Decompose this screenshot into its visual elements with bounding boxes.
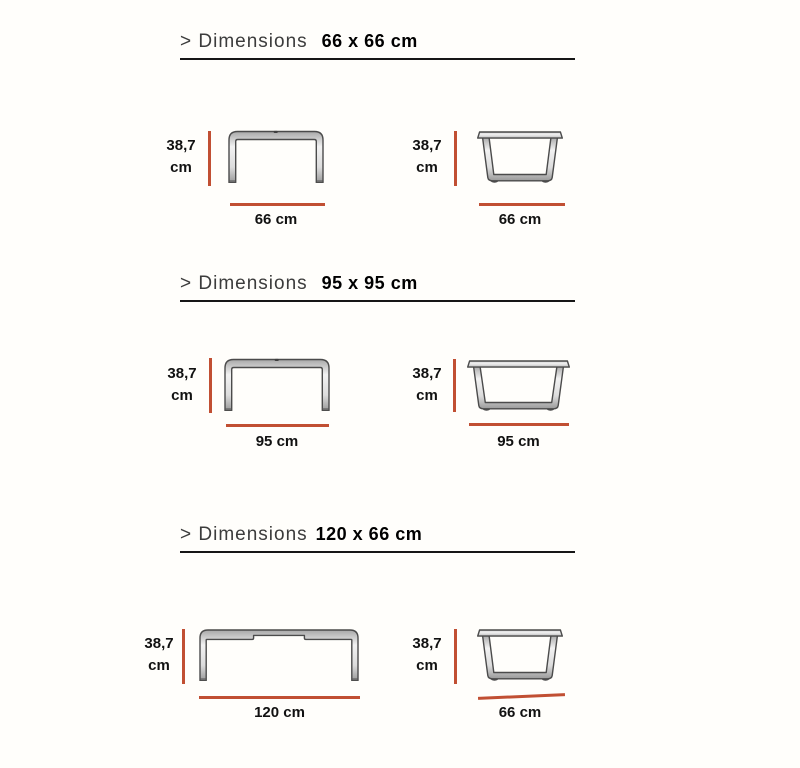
bench-front-view-drawing: [199, 629, 359, 681]
height-unit: cm: [170, 159, 192, 176]
height-dimension-line: [454, 629, 457, 684]
table-front-view-drawing: [224, 358, 330, 411]
section-header-66x66: [180, 31, 575, 60]
width-label: 95 cm: [497, 433, 540, 450]
header-size: 95 x 95 cm: [321, 273, 418, 293]
width-dimension-line: [479, 203, 565, 206]
table-side-view-drawing: [477, 131, 563, 183]
height-value: 38,7: [167, 365, 197, 382]
width-dimension-line: [478, 693, 565, 700]
width-label: 95 cm: [255, 433, 299, 450]
header-prefix: > Dimensions: [180, 524, 308, 545]
height-label: [160, 363, 204, 407]
width-dimension-line: [199, 696, 360, 699]
height-unit: cm: [148, 657, 170, 674]
table-side-view-drawing: [467, 360, 570, 411]
height-dimension-line: [454, 131, 457, 186]
height-dimension-line: [182, 629, 185, 684]
height-value: 38,7: [412, 635, 442, 652]
height-value: 38,7: [412, 365, 442, 382]
height-unit: cm: [171, 387, 193, 404]
header-prefix: > Dimensions: [180, 273, 308, 294]
height-unit: cm: [416, 387, 438, 404]
header-prefix: > Dimensions: [180, 31, 308, 52]
section-header-120x66: [180, 524, 575, 553]
height-unit: cm: [416, 159, 438, 176]
width-label: 66 cm: [498, 211, 542, 228]
height-label: [137, 633, 181, 677]
width-label: 66 cm: [498, 704, 542, 721]
height-dimension-line: [209, 358, 212, 413]
width-dimension-line: [230, 203, 325, 206]
height-label: [405, 633, 449, 677]
height-label: [405, 363, 449, 407]
width-label: 120 cm: [254, 704, 305, 721]
height-label: [159, 135, 203, 179]
height-value: 38,7: [166, 137, 196, 154]
height-value: 38,7: [412, 137, 442, 154]
height-label: [405, 135, 449, 179]
height-dimension-line: [208, 131, 211, 186]
width-dimension-line: [469, 423, 569, 426]
width-dimension-line: [226, 424, 329, 427]
height-value: 38,7: [144, 635, 174, 652]
height-unit: cm: [416, 657, 438, 674]
height-dimension-line: [453, 359, 456, 412]
section-header-95x95: [180, 273, 575, 302]
header-size: 66 x 66 cm: [321, 31, 418, 51]
table-front-view-drawing: [228, 130, 324, 183]
header-size: 120 x 66 cm: [315, 524, 423, 544]
width-label: 66 cm: [254, 211, 298, 228]
table-side-view-drawing: [477, 629, 563, 681]
